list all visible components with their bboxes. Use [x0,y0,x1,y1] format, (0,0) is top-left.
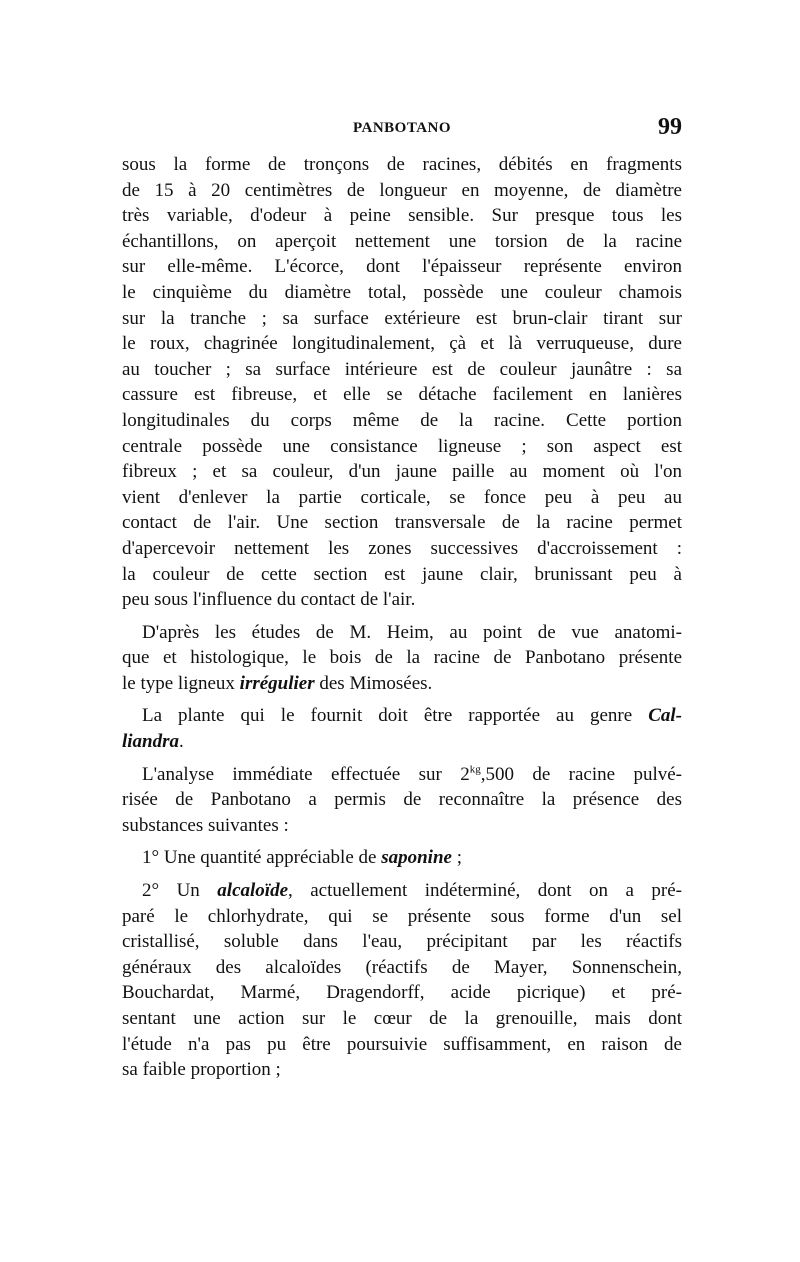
body-text [122,152,682,1083]
text-line: risée de Panbotano a permis de reconnaître la présence des [122,789,682,811]
text-line [122,729,682,755]
text-line [122,845,682,871]
text-line: l'étude n'a pas pu être poursuivie suffisamment, en raison de [122,1033,682,1055]
text-span: Un [159,880,218,902]
running-head-title: PANBOTANO [352,120,452,136]
text-span: des Mimosées. [314,672,433,694]
item-number: 1° [142,847,160,869]
list-item-alcaloide [122,878,682,1083]
item-number: 2° [142,880,160,902]
paragraph-description [122,152,682,613]
text-line: centrale possède une consistance ligneuse ; son aspect est [122,435,682,457]
italic-term: Cal- [648,705,682,727]
italic-term: liandra [122,731,180,753]
text-line: vient d'enlever la partie corticale, se fonce peu à peu au [122,486,682,508]
text-line [122,703,682,729]
text-span: , actuellement indéterminé, dont on a pré- [288,880,682,902]
text-line: sous la forme de tronçons de racines, débités en fragments [122,154,682,175]
text-line: sentant une action sur le cœur de la grenouille, mais dont [122,1008,682,1029]
list-item-saponine [122,845,682,871]
text-line: Bouchardat, Marmé, Dragendorff, acide picrique) et pré- [122,982,682,1004]
text-span: Une quantité appréciable de [159,847,382,869]
text-span: le type ligneux [122,672,240,694]
page-number: 99 [658,114,682,140]
text-line: très variable, d'odeur à peine sensible. Sur presque tous les [122,205,682,227]
text-line: substances suivantes : [122,814,289,836]
paragraph-anatomy [122,620,682,697]
italic-term: irrégulier [239,672,315,694]
text-line: la couleur de cette section est jaune clair, brunissant peu à [122,563,682,585]
text-line: au toucher ; sa surface intérieure est de couleur jaunâtre : sa [122,358,682,380]
text-line [122,671,682,697]
text-line [122,878,682,904]
text-line: le roux, chagrinée longitudinalement, çà et là verruqueuse, dure [122,333,682,355]
paragraph-analysis [122,762,682,839]
text-span: L'analyse immédiate effectuée sur 2 [142,763,470,785]
text-line: D'après les études de M. Heim, au point de vue anatomi- [142,621,682,643]
text-line: paré le chlorhydrate, qui se présente sous forme d'un sel [122,905,682,927]
text-line: longitudinales du corps même de la racine. Cette portion [122,409,682,431]
text-line: d'apercevoir nettement les zones successives d'accroissement : [122,537,682,559]
text-line: le cinquième du diamètre total, possède une couleur chamois [122,281,682,303]
text-span: ,500 de racine pulvé- [480,763,682,785]
text-line: échantillons, on aperçoit nettement une torsion de la racine [122,230,682,252]
italic-term: saponine [381,847,452,869]
text-line: sur elle-même. L'écorce, dont l'épaisseur représente environ [122,256,682,278]
text-line: peu sous l'influence du contact de l'air. [122,589,416,611]
text-line: de 15 à 20 centimètres de longueur en moyenne, de diamètre [122,179,682,201]
italic-term: alcaloïde [217,880,288,902]
paragraph-genus [122,703,682,754]
superscript-unit: kg [469,763,481,776]
text-line: contact de l'air. Une section transversale de la racine permet [122,512,682,534]
text-line: sur la tranche ; sa surface extérieure est brun-clair tirant sur [122,307,682,329]
running-head [122,112,682,142]
text-line: généraux des alcaloïdes (réactifs de Mayer, Sonnenschein, [122,956,682,978]
text-line: que et histologique, le bois de la racine de Panbotano présente [122,647,682,669]
text-line: cassure est fibreuse, et elle se détache facilement en lanières [122,384,682,406]
text-line: sa faible proportion ; [122,1059,281,1081]
text-span: ; [451,847,462,869]
text-line: cristallisé, soluble dans l'eau, précipitant par les réactifs [122,931,682,953]
text-line [122,762,682,788]
text-line: fibreux ; et sa couleur, d'un jaune paille au moment où l'on [122,461,682,483]
text-span: . [179,731,184,753]
text-span: La plante qui le fournit doit être rapportée au genre [142,705,649,727]
